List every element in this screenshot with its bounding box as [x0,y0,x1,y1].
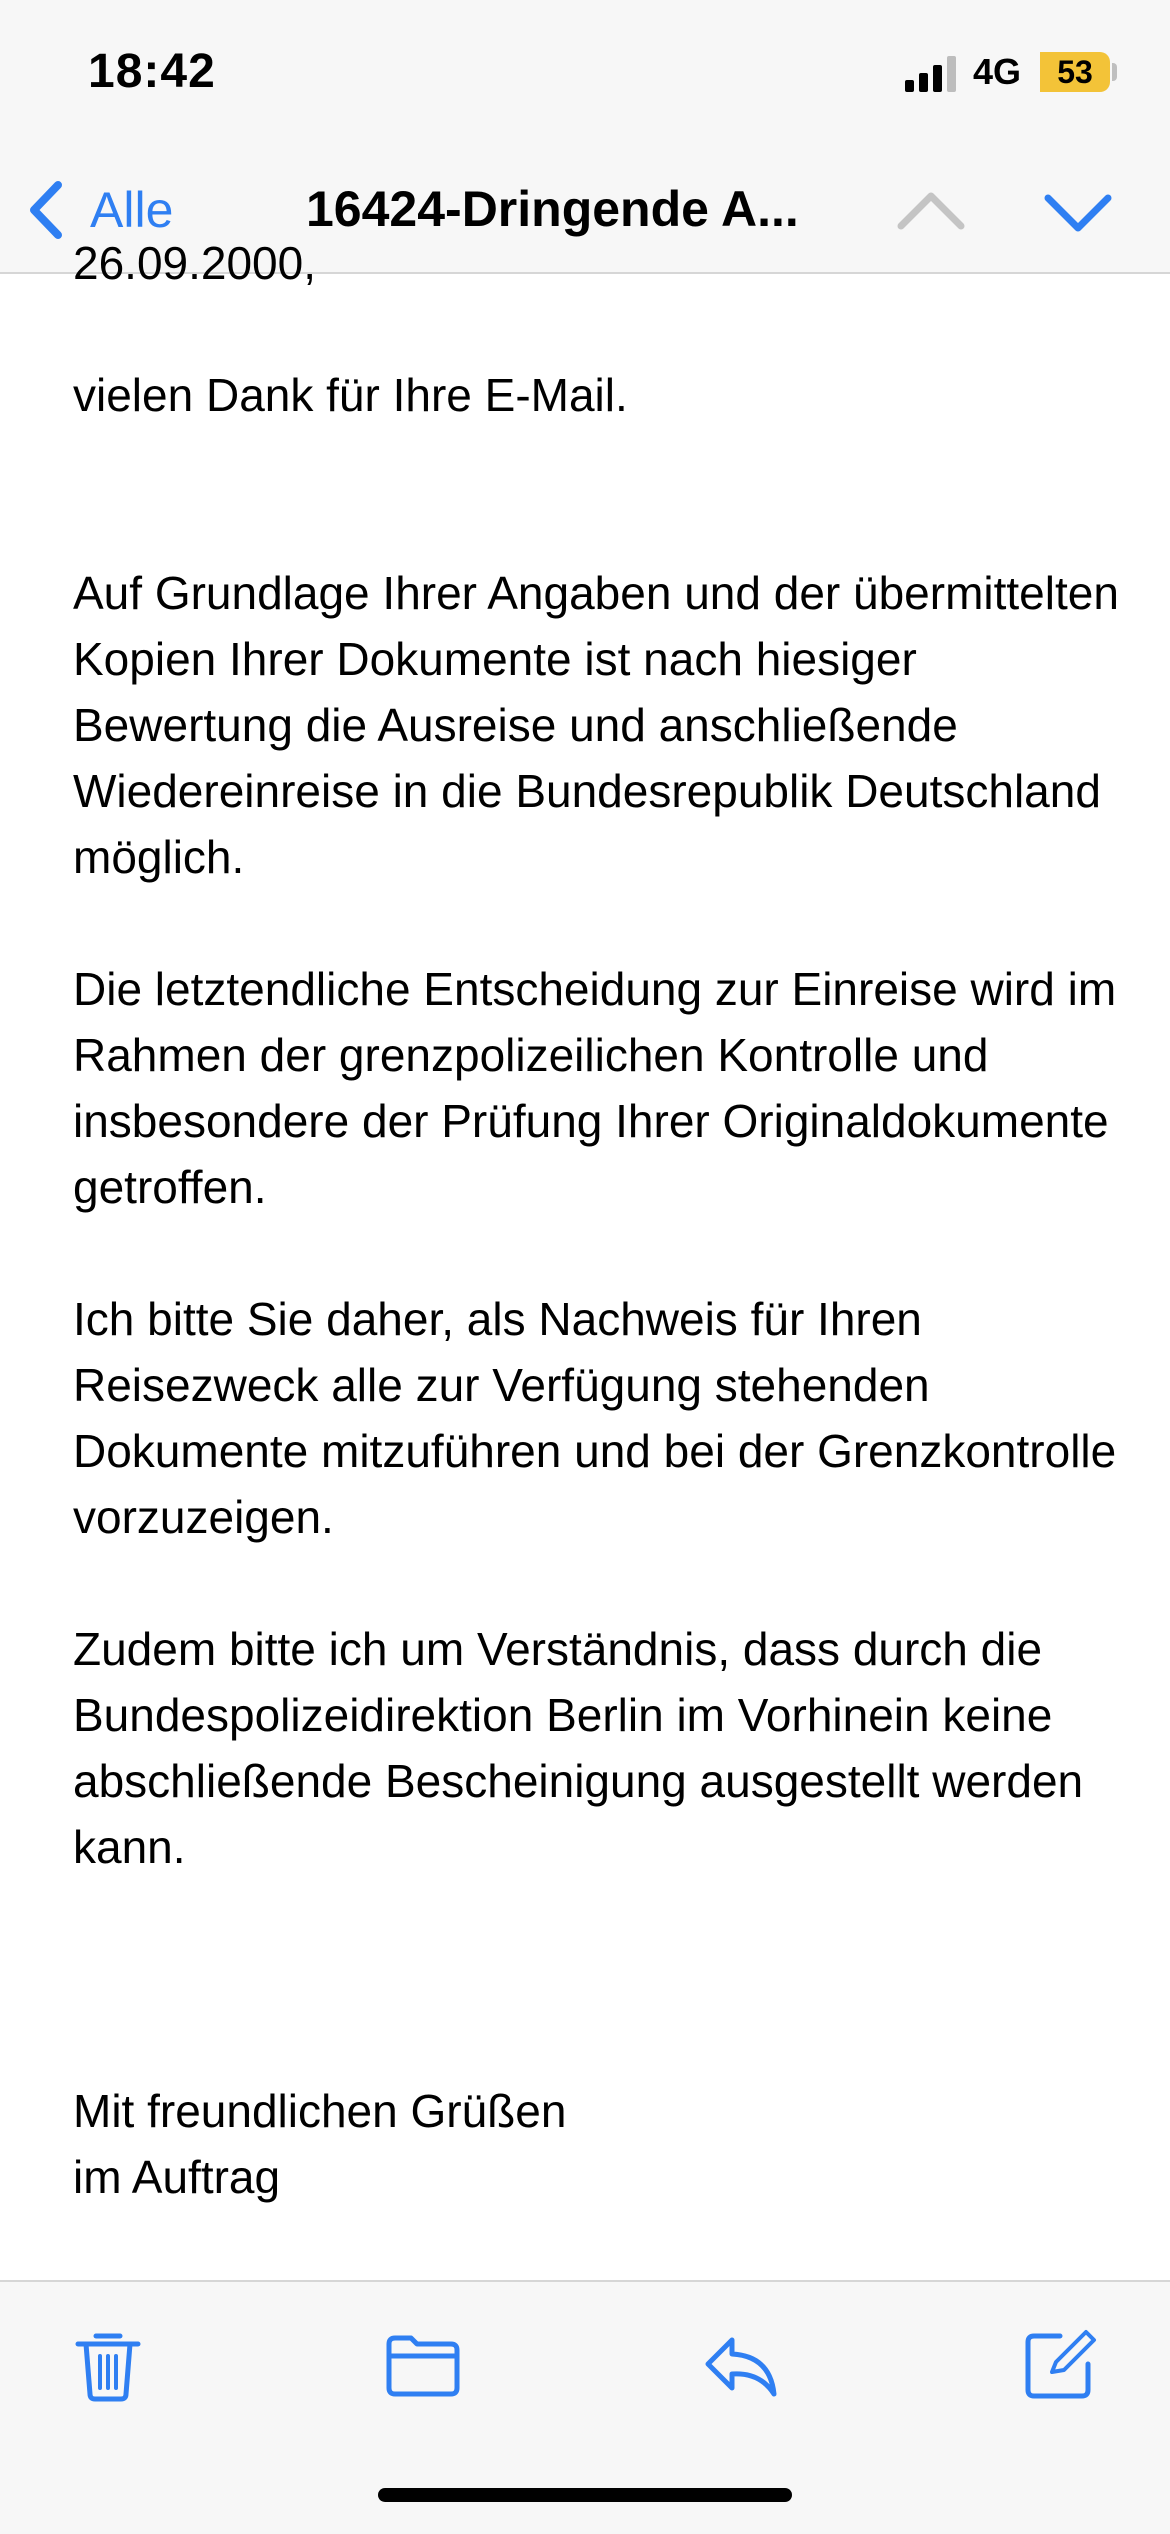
status-time: 18:42 [88,45,216,98]
compose-icon[interactable] [1020,2324,1100,2404]
email-paragraph: Ich bitte Sie daher, als Nachweis für Ihren Reisezweck alle zur Verfügung stehenden Dokumente mitzuführen und bei der Grenzkontrolle vorzuzeigen. [73,1293,1117,1543]
battery-icon [1040,52,1110,92]
email-body[interactable] [0,237,1170,2280]
battery-cap [1112,63,1117,81]
status-bar [0,0,1170,150]
reply-icon[interactable] [700,2324,780,2404]
email-date: 26.09.2000, [73,237,317,289]
trash-icon[interactable] [68,2324,148,2404]
email-closing: Mit freundlichen Grüßen [73,2085,567,2137]
email-greeting: vielen Dank für Ihre E-Mail. [73,369,628,421]
email-paragraph: Zudem bitte ich um Verständnis, dass durch die Bundespolizeidirektion Berlin im Vorhinein keine abschließende Bescheinigung ausgestellt werden kann. [73,1623,1084,1873]
battery-percent: 53 [1057,54,1093,90]
back-button-label: Alle [90,182,174,238]
email-paragraph: Die letztendliche Entscheidung zur Einreise wird im Rahmen der grenzpolizeilichen Kontrolle und insbesondere der Prüfung Ihrer Originaldokumente getroffen. [73,963,1117,1213]
email-paragraph: Auf Grundlage Ihrer Angaben und der übermittelten Kopien Ihrer Dokumente ist nach hiesiger Bewertung die Ausreise und anschließende Wiedereinreise in die Bundesrepublik Deutschland möglich. [73,567,1119,883]
email-text [73,230,1133,2210]
email-subject-title: 16424-Dringende A... [306,181,799,237]
home-indicator[interactable] [378,2488,792,2502]
folder-icon[interactable] [383,2324,463,2404]
email-signature-line: im Auftrag [73,2151,281,2203]
network-type: 4G [973,51,1022,92]
chevron-left-icon [24,179,68,241]
signal-icon [905,56,961,92]
